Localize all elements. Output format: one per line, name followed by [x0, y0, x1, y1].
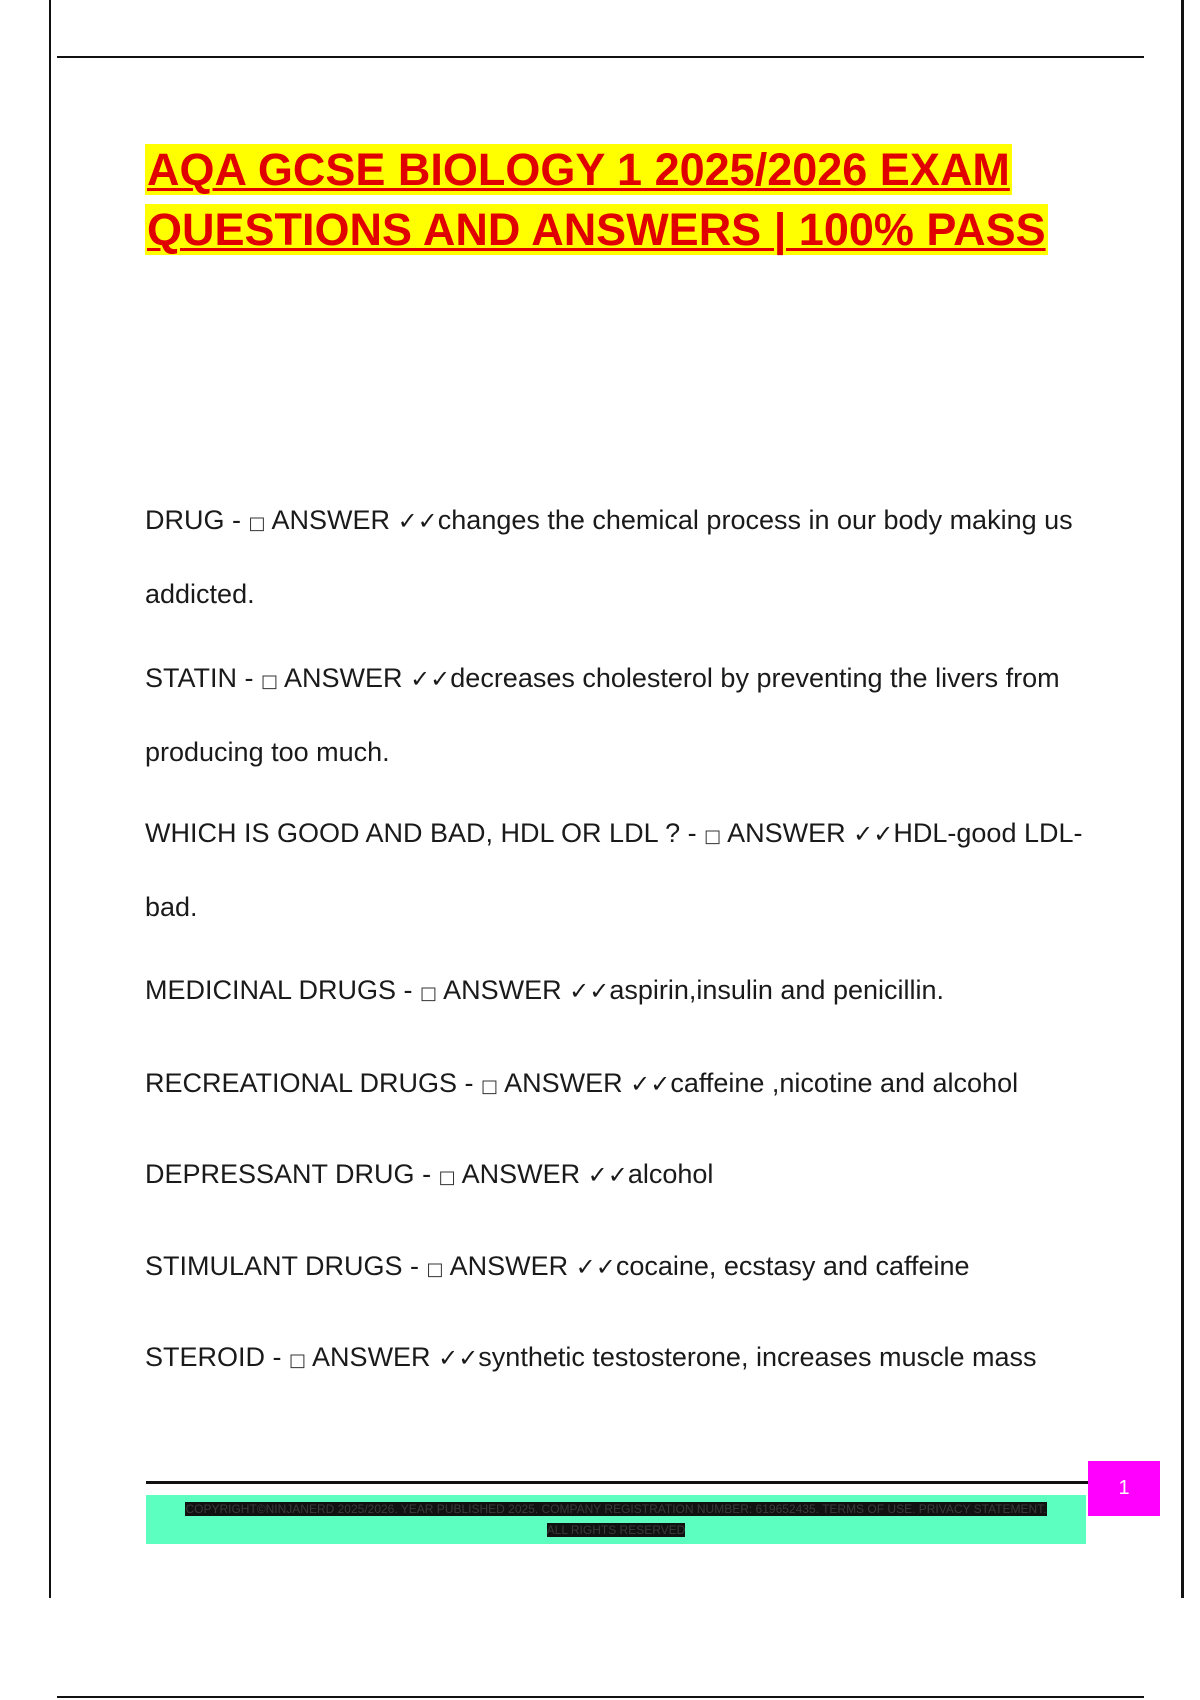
double-check-icon: ✓✓ [397, 507, 438, 535]
answer-label: ANSWER [271, 505, 391, 535]
document-title-text: AQA GCSE BIOLOGY 1 2025/2026 EXAM QUESTIONS AND ANSWERS | 100% PASS [147, 144, 1046, 255]
answer-marker-icon: □ [248, 513, 266, 534]
answer-marker-icon: □ [420, 983, 438, 1004]
double-check-icon: ✓✓ [569, 977, 610, 1005]
page-border-right [1181, 0, 1184, 1598]
qa-term: STIMULANT DRUGS [145, 1251, 403, 1281]
header-rule [57, 56, 1144, 58]
answer-label: ANSWER [504, 1068, 623, 1098]
double-check-icon: ✓✓ [410, 665, 451, 693]
qa-answer: synthetic testosterone, increases muscle mass [478, 1342, 1037, 1372]
qa-item: MEDICINAL DRUGS - □ ANSWER ✓✓aspirin,insulin and penicillin. [145, 975, 945, 1005]
qa-term: MEDICINAL DRUGS [145, 975, 397, 1005]
qa-answer: alcohol [627, 1159, 714, 1189]
answer-marker-icon: □ [438, 1167, 456, 1188]
qa-answer: HDL-good LDL-bad. [145, 818, 1083, 922]
answer-label: ANSWER [284, 663, 403, 693]
answer-marker-icon: □ [261, 671, 279, 692]
answer-label: ANSWER [312, 1342, 431, 1372]
qa-item: STEROID - □ ANSWER ✓✓synthetic testosterone, increases muscle mass [145, 1342, 1037, 1372]
qa-item: DRUG - □ ANSWER ✓✓changes the chemical process in our body making us addicted. [145, 505, 1073, 609]
qa-item: STATIN - □ ANSWER ✓✓decreases cholesterol by preventing the livers from producing too much. [145, 663, 1060, 767]
answer-label: ANSWER [443, 975, 562, 1005]
qa-answer: caffeine ,nicotine and alcohol [670, 1068, 1019, 1098]
answer-marker-icon: □ [426, 1259, 444, 1280]
copyright-footer [146, 1495, 1086, 1544]
double-check-icon: ✓✓ [575, 1253, 616, 1281]
answer-label: ANSWER [449, 1251, 569, 1281]
qa-answer: cocaine, ecstasy and caffeine [615, 1251, 970, 1281]
footer-rule [146, 1481, 1088, 1484]
double-check-icon: ✓✓ [853, 820, 894, 848]
double-check-icon: ✓✓ [438, 1344, 479, 1372]
qa-term: WHICH IS GOOD AND BAD, HDL OR LDL ? [145, 818, 681, 848]
qa-item: RECREATIONAL DRUGS - □ ANSWER ✓✓caffeine ,nicotine and alcohol [145, 1068, 1019, 1098]
qa-item: STIMULANT DRUGS - □ ANSWER ✓✓cocaine, ecstasy and caffeine [145, 1251, 970, 1281]
answer-label: ANSWER [727, 818, 846, 848]
answer-marker-icon: □ [289, 1350, 307, 1371]
qa-answer: aspirin,insulin and penicillin. [609, 975, 945, 1005]
document-title [145, 140, 1095, 260]
qa-answer: changes the chemical process in our body making us addicted. [145, 505, 1073, 609]
copyright-text [176, 1499, 1056, 1541]
qa-term: DEPRESSANT DRUG [145, 1159, 415, 1189]
qa-term: DRUG [145, 505, 225, 535]
qa-term: STATIN [145, 663, 237, 693]
qa-term: STEROID [145, 1342, 266, 1372]
answer-label: ANSWER [461, 1159, 581, 1189]
qa-term: RECREATIONAL DRUGS [145, 1068, 458, 1098]
answer-marker-icon: □ [704, 826, 722, 847]
double-check-icon: ✓✓ [587, 1161, 628, 1189]
qa-item: DEPRESSANT DRUG - □ ANSWER ✓✓alcohol [145, 1159, 714, 1189]
answer-marker-icon: □ [481, 1076, 499, 1097]
page-number: 1 [1088, 1461, 1160, 1516]
double-check-icon: ✓✓ [630, 1070, 671, 1098]
qa-answer: decreases cholesterol by preventing the livers from producing too much. [145, 663, 1060, 767]
page-bottom-rule [57, 1696, 1144, 1698]
qa-item: WHICH IS GOOD AND BAD, HDL OR LDL ? - □ ANSWER ✓✓HDL-good LDL-bad. [145, 818, 1083, 922]
page-border-left [49, 0, 51, 1598]
copyright-text-span: COPYRIGHT©NINJANERD 2025/2026. YEAR PUBLISHED 2025. COMPANY REGISTRATION NUMBER: 619652435. TERMS OF USE. PRIVACY STATEMENT. ALL RIGHTS RESERVED [185, 1501, 1047, 1537]
